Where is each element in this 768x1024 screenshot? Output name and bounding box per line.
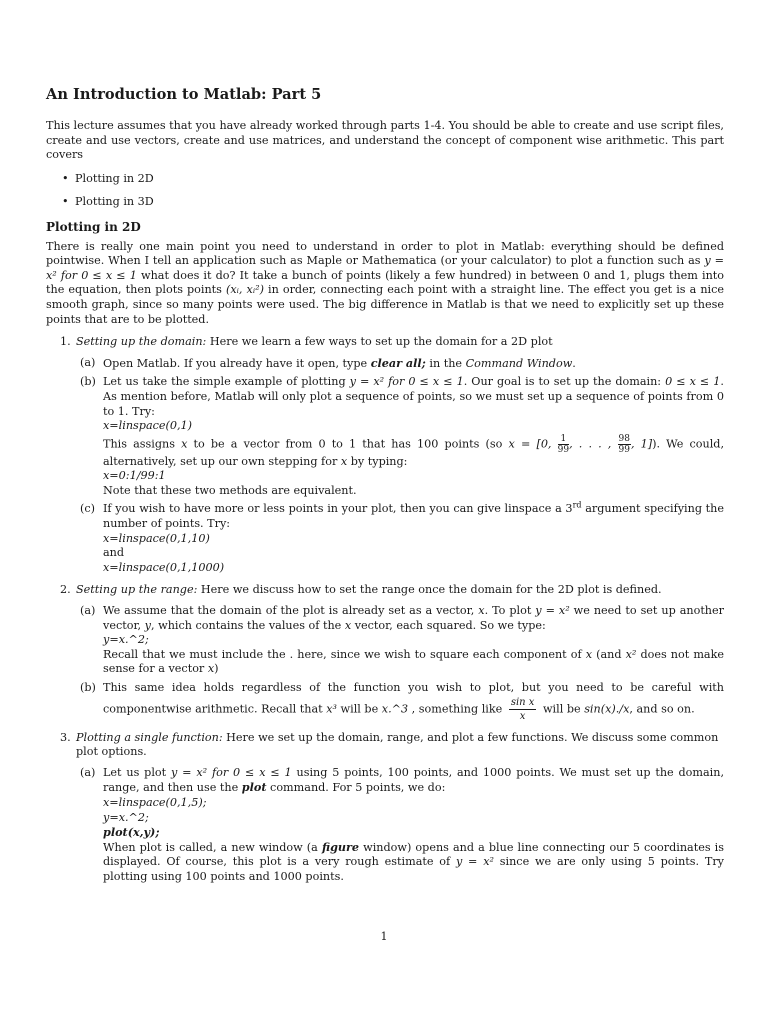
code-snippet: x=0:1/99:1: [103, 469, 166, 483]
code-snippet: plot: [241, 780, 267, 795]
fraction: $\frac{98}{99}$: [618, 433, 630, 455]
page-number: 1: [380, 930, 388, 943]
section-paragraph: There is really one main point you need to understand in order to plot in Matlab: everything should be defined pointwise. When I tell an application such as Maple or Mathematica (or your calculator) to plot a function such as y = x² for 0 ≤ x ≤ 1 what does it do? It take a bunch of points (likely a few hundred) in between 0 and 1, plugs them into the equation, then plots points (xᵢ, xᵢ²) in order, connecting each point with a straight line. The effect you get is a nice smooth graph, since so many points were used. The big difference in Matlab is that we need to explicitly set up these points that are to be plotted.: [46, 239, 725, 326]
code-snippet: y=x.^2;: [103, 810, 149, 824]
step-number: 3.: [60, 730, 71, 744]
step-item: 2. Setting up the range: Here we discuss how to set the range once the domain for the 2D plot is defined. (a) We assume that the domain of the plot is already set as a vector, x. To plot y = x² we need to set up another vector, y, which contains the values of the x vector, each squared. So we type: y=x.^2; Recall that we must include the . here, since we wish to square each component of x (and x² does not make sense for a vector x) (b) This same idea holds regardless of the function you wish to plot, but you need to be careful with componentwise arithmetic. Recall that x³ will be x.^3 , something like $\frac{\text{sin x}}{x}$ will be sin(x)./x, and so on.: [60, 583, 724, 722]
math-expression: y = x²: [455, 855, 494, 869]
step-heading: Plotting a single function:: [76, 730, 223, 744]
substep-item: (a) We assume that the domain of the plot is already set as a vector, x. To plot y = x² we need to set up another vector, y, which contains the values of the x vector, each squared. So we type: y=x.^2; Recall that we must include the . here, since we wish to square each component of x (and x² does not make sense for a vector x): [80, 604, 724, 676]
code-snippet: sin(x)./x: [584, 702, 630, 716]
code-snippet: plot(x,y);: [103, 825, 160, 840]
substep-item: (a) Let us plot y = x² for 0 ≤ x ≤ 1 using 5 points, 100 points, and 1000 points. We must set up the domain, range, and then use the plot command. For 5 points, we do: x=linspace(0,1,5); y=x.^2; plot(x,y); When plot is called, a new window (a figure window) opens and a blue line connecting our 5 coordinates is displayed. Of course, this plot is a very rough estimate of y = x² since we are only using 5 points. Try plotting using 100 points and 1000 points.: [80, 765, 724, 883]
document-title: An Introduction to Matlab: Part 5: [46, 86, 322, 103]
section-heading: Plotting in 2D: [46, 219, 141, 234]
code-snippet: x=linspace(0,1): [103, 419, 193, 433]
math-expression: y = x²: [535, 604, 570, 618]
substep-item: (a) Open Matlab. If you already have it open, type clear all; in the Command Window.: [80, 355, 576, 370]
substeps-list: [76, 766, 724, 885]
document-page: [46, 86, 724, 893]
math-expression: y = x² for 0 ≤ x ≤ 1: [46, 254, 724, 282]
code-snippet: clear all;: [370, 355, 426, 370]
code-snippet: x=linspace(0,1,1000): [103, 560, 225, 574]
topic-item: • Plotting in 2D: [62, 171, 154, 185]
substep-item: (b) This same idea holds regardless of the function you wish to plot, but you need to be careful with componentwise arithmetic. Recall that x³ will be x.^3 , something like $\frac{\text{sin x}}{x}$ will be sin(x)./x, and so on.: [80, 681, 724, 722]
fraction: $\frac{\text{sin x}}{x}$: [510, 696, 535, 722]
math-expression: x = [0,: [508, 437, 558, 451]
steps-list: [46, 335, 724, 884]
code-snippet: x.^3: [381, 702, 409, 716]
step-number: 1.: [60, 335, 71, 349]
step-number: 2.: [60, 583, 71, 597]
math-expression: y = x² for 0 ≤ x ≤ 1: [170, 765, 292, 779]
substeps-list: [76, 356, 724, 576]
step-heading: Setting up the domain:: [76, 335, 207, 349]
math-expression: 0 ≤ x ≤ 1: [665, 375, 721, 389]
step-item: 3. Plotting a single function: Here we set up the domain, range, and plot a few functions. We discuss some common plot options. (a) Let us plot y = x² for 0 ≤ x ≤ 1 using 5 points, 100 points, and 1000 points. We must set up the domain, range, and then use the plot command. For 5 points, we do: x=linspace(0,1,5); y=x.^2; plot(x,y); When plot is called, a new window (a figure window) opens and a blue line connecting our 5 coordinates is displayed. Of course, this plot is a very rough estimate of y = x² since we are only using 5 points. Try plotting using 100 points and 1000 points.: [60, 730, 724, 883]
math-expression: y = x² for 0 ≤ x ≤ 1: [349, 375, 464, 389]
math-expression: (xᵢ, xᵢ²): [225, 283, 264, 297]
code-snippet: x=linspace(0,1,5);: [103, 795, 207, 809]
substep-item: (b) Let us take the simple example of plotting y = x² for 0 ≤ x ≤ 1. Our goal is to set up the domain: 0 ≤ x ≤ 1. As mention before, Matlab will only plot a sequence of points, so we must set up a sequence of points from 0 to 1. Try: x=linspace(0,1) This assigns x to be a vector from 0 to 1 that has 100 points (so x = [0, $\frac{1}{99}$ , . . . , $\frac{98}{99}$ , 1]). We could, alternatively, set up our own stepping for x by typing: x=0:1/99:1 Note that these two methods are equivalent.: [80, 375, 725, 497]
topic-item: • Plotting in 3D: [62, 195, 154, 209]
intro-paragraph: This lecture assumes that you have already worked through parts 1-4. You should be able to create and use script files, create and use vectors, create and use matrices, and understand the concept of component wise arithmetic. This part covers: [46, 119, 724, 162]
fraction: $\frac{1}{99}$: [557, 433, 570, 455]
bullet-icon: •: [62, 171, 69, 185]
bullet-icon: •: [62, 195, 69, 209]
step-item: 1. Setting up the domain: Here we learn a few ways to set up the domain for a 2D plot (a) Open Matlab. If you already have it open, type clear all; in the Command Window. (b) Let us take the simple example of plotting y = x² for 0 ≤ x ≤ 1. Our goal is to set up the domain: 0 ≤ x ≤ 1. As mention before, Matlab will only plot a sequence of points, so we must set up a sequence of points from 0 to 1. Try: x=linspace(0,1) This assigns x to be a vector from 0 to 1 that has 100 points (so x = [0, $\frac{1}{99}$ , . . . , $\frac{98}{99}$ , 1]). We could, alternatively, set up our own stepping for x by typing: x=0:1/99:1 Note that these two methods are equivalent. (c) If you wish to have more or less points in your plot, then you can give linspace a 3rd argument specifying the number of points. Try: x=linspace(0,1,10) and x=linspace(0,1,1000): [60, 335, 725, 574]
substeps-list: [76, 604, 724, 723]
code-snippet: y=x.^2;: [103, 633, 149, 647]
substep-item: (c) If you wish to have more or less points in your plot, then you can give linspace a 3rd argument specifying the number of points. Try: x=linspace(0,1,10) and x=linspace(0,1,1000): [80, 500, 725, 574]
code-snippet: x=linspace(0,1,10): [103, 531, 210, 545]
topic-list: [46, 172, 724, 210]
step-heading: Setting up the range:: [76, 583, 198, 597]
